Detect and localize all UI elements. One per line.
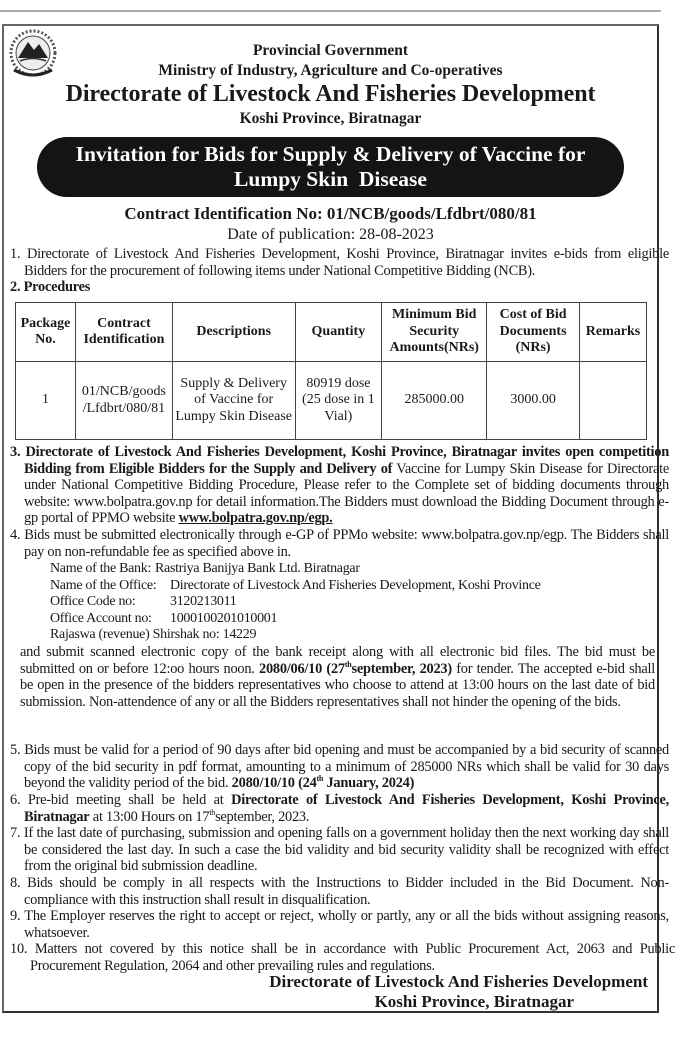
validity-date: 2080/10/10 (24th January, 2024)	[231, 774, 415, 791]
signature-location: Koshi Province, Biratnagar	[374, 992, 574, 1011]
col-remarks: Remarks	[580, 303, 647, 362]
item-number: 8.	[10, 875, 21, 891]
paragraph-text: Bids must be submitted electronically through e-GP of PPMo website: www.bolpatra.gov.np/egp. The Bidders shall pay on non-refundable fee as specified above in.	[24, 527, 669, 560]
top-divider	[0, 10, 661, 12]
item-number: 4.	[10, 527, 21, 543]
bolpatra-egp-link[interactable]: www.bolpatra.gov.np/egp.	[178, 510, 333, 526]
paragraph-8	[10, 875, 669, 908]
header-ministry: Ministry of Industry, Agriculture and Co-operatives	[158, 62, 503, 79]
bank-label: Office Account no:	[50, 610, 152, 626]
header-provincial-government: Provincial Government	[252, 42, 409, 59]
publication-date: Date of publication: 28-08-2023	[227, 226, 434, 243]
header-location: Koshi Province, Biratnagar	[239, 110, 422, 127]
paragraph-4	[10, 527, 669, 560]
bank-value: Rastriya Banijya Bank Ltd. Biratnagar	[155, 561, 360, 576]
item-number: 3.	[10, 444, 21, 460]
cell-doc-cost: 3000.00	[487, 362, 580, 440]
col-package-no: Package No.	[16, 303, 76, 362]
paragraph-text: Pre-bid meeting shall be held at	[27, 792, 232, 808]
col-descriptions: Descriptions	[172, 303, 295, 362]
paragraph-text: Directorate of Livestock And Fisheries Development, Koshi Province, Biratnagar invites e-bids from eligible Bidders for the procurement of following items under National Competitive Bidding (NCB).	[24, 246, 670, 279]
cell-remarks	[580, 362, 647, 440]
title-line-2: Lumpy Skin Disease	[234, 166, 427, 191]
paragraph-3	[10, 444, 669, 527]
title-line-1: Invitation for Bids for Supply & Delivery of Vaccine for	[75, 142, 586, 166]
col-quantity: Quantity	[295, 303, 382, 362]
paragraph-6: 6. Pre-bid meeting shall be held at Directorate of Livestock And Fisheries Development, Koshi Province, Biratnagar at 13:00 Hours on 17thseptember, 2023.	[10, 792, 669, 825]
paragraph-text: The Employer reserves the right to accept or reject, wholly or partly, any or all the bids without assigning reasons, whatsoever.	[24, 908, 669, 941]
paragraph-7	[10, 825, 669, 875]
bank-row	[50, 578, 541, 595]
item-number: 5.	[10, 742, 21, 758]
item-number: 10.	[10, 941, 28, 957]
cell-description: Supply & Delivery of Vaccine for Lumpy Skin Disease	[172, 362, 295, 440]
paragraph-bold-text: Directorate of Livestock And Fisheries Development, Koshi Province, Biratnagar invites open competition Bidding from Eligible Bidders for the Supply and Delivery of	[24, 444, 669, 477]
bank-details	[50, 561, 541, 644]
bank-value: Directorate of Livestock And Fisheries Development, Koshi Province	[170, 577, 541, 593]
bank-label: Name of the Bank:	[50, 561, 152, 576]
paragraph-text: Vaccine for Lumpy Skin Disease for Directorate under National Competitive Bidding Procedure, Please refer to the Complete set of bidding documents through website: www.bolpatra.gov.np for detail information.The Bidders must download the Bidding Document through e-gp portal of PPMO website	[24, 460, 670, 526]
cell-bid-security: 285000.00	[382, 362, 487, 440]
submission-deadline: 2080/06/10 (27thseptember, 2023)	[259, 659, 452, 677]
paragraph-text: and submit scanned electronic copy of the bank receipt along with all electronic bid files. The bid must be submitted on or before 12:oo hours noon.	[20, 644, 655, 677]
contract-identification: Contract Identification No: 01/NCB/goods/Lfdbrt/080/81	[124, 204, 537, 223]
table-header-row	[16, 303, 647, 362]
bank-label: Office Code no:	[50, 594, 136, 609]
bank-label: Rajaswa (revenue) Shirshak no:	[50, 627, 220, 642]
item-number: 7.	[10, 825, 21, 841]
paragraph-text: Matters not covered by this notice shall be in accordance with Public Procurement Act, 2063 and Public Procurement Regulation, 2064 and other prevailing rules and regulations.	[30, 941, 675, 974]
cell-package-no: 1	[16, 362, 76, 440]
item-number: 1.	[10, 246, 21, 262]
paragraph-4-continued	[10, 644, 655, 710]
paragraph-text: If the last date of purchasing, submission and opening falls on a government holiday then the next working day shall be considered the last day. In such a case the bid validity and bid security validity shall be recognized with effect from the original bid submission deadline.	[23, 825, 669, 874]
header-organization: Directorate of Livestock And Fisheries Development	[65, 81, 596, 107]
bank-row	[50, 611, 541, 628]
col-cost-bid-documents: Cost of Bid Documents (NRs)	[487, 303, 580, 362]
cell-quantity: 80919 dose (25 dose in 1 Vial)	[295, 362, 382, 440]
col-contract-identification: Contract Identification	[75, 303, 172, 362]
cell-contract-id: 01/NCB/goods /Lfdbrt/080/81	[75, 362, 172, 440]
bank-label: Name of the Office:	[50, 577, 157, 593]
paragraph-text: Bids must be valid for a period of 90 days after bid opening and must be accompanied by a bid security of scanned copy of the bid security in pdf format, amounting to a minimum of 285000 NRs which shall be valid for 30 days beyond the validity period of the bid.	[24, 742, 669, 791]
table-row	[16, 362, 647, 440]
bank-value: 14229	[222, 627, 257, 642]
paragraph-5	[10, 742, 669, 792]
paragraph-text: Bids should be comply in all respects with the Instructions to Bidder included in the Bid Document. Non-compliance with this instruction shall result in disqualification.	[24, 875, 669, 908]
paragraph-9	[10, 908, 669, 941]
paragraph-text: for tender. The accepted e-bid shall be open in the presence of the bidders representatives who choose to attend at 13:00 hours on the last date of bid submission. Non-attendence of any or all the Bidders representatives shall not hinder the opening of the bids.	[20, 660, 655, 710]
paragraph-10	[10, 941, 675, 974]
item-number: 9.	[10, 908, 21, 924]
title-banner	[37, 137, 624, 197]
bank-value: 1000100201010001	[170, 610, 278, 626]
bank-row	[50, 594, 541, 611]
signature-organization: Directorate of Livestock And Fisheries Development	[269, 972, 648, 991]
bank-row	[50, 561, 541, 578]
item-number: 6.	[10, 792, 21, 808]
col-min-bid-security: Minimum Bid Security Amounts(NRs)	[382, 303, 487, 362]
bank-value: 3120213011	[170, 594, 237, 609]
prebid-venue: Directorate of Livestock And Fisheries Development, Koshi Province, Biratnagar	[24, 792, 669, 825]
paragraph-1	[10, 246, 669, 279]
procurement-table	[15, 302, 647, 440]
procedures-heading: 2. Procedures	[10, 279, 91, 295]
bank-row	[50, 627, 541, 644]
